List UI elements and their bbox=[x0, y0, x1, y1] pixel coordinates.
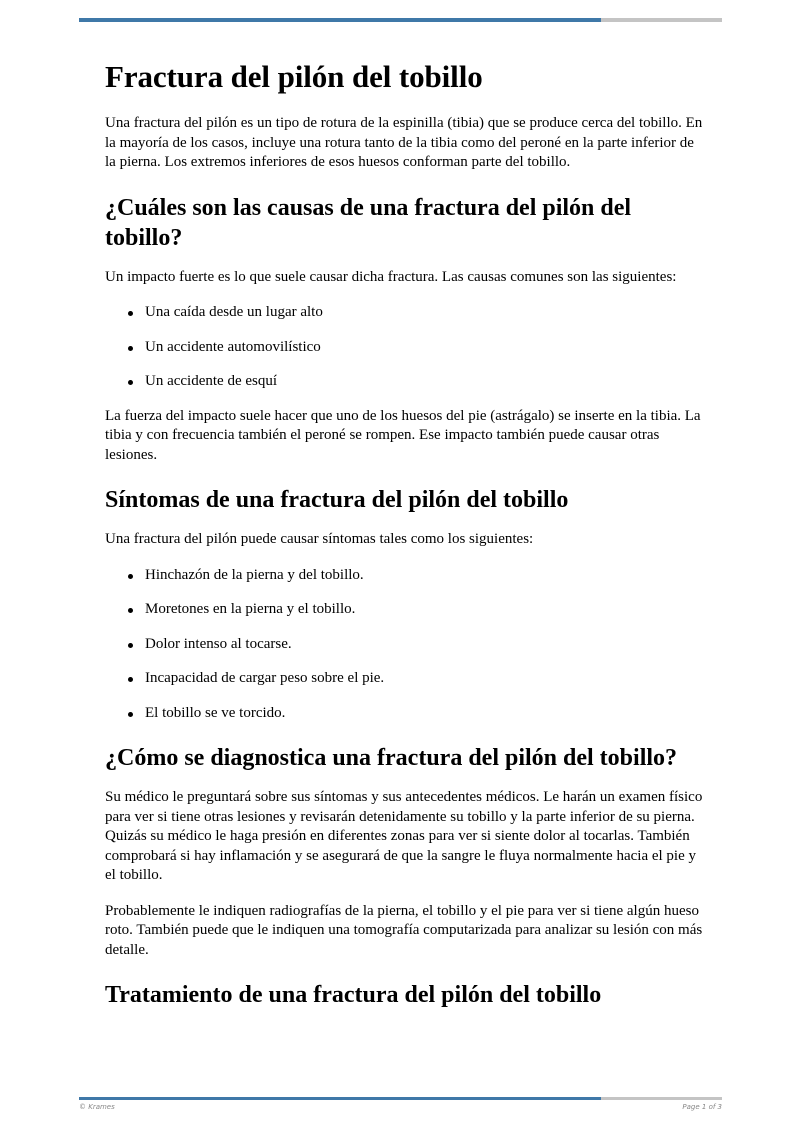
bullet-icon bbox=[128, 643, 133, 648]
symptoms-lead: Una fractura del pilón puede causar síntomas tales como los siguientes: bbox=[105, 531, 534, 547]
list-item: Dolor intenso al tocarse. bbox=[105, 635, 705, 655]
intro-paragraph: Una fractura del pilón es un tipo de rotura de la espinilla (tibia) que se produce cerca del tobillo. En la mayoría de los casos, incluye una rotura tanto de la tibia como del peroné en la parte inferior de la pierna. Los extremos inferiores de esos huesos conforman parte del tobillo. bbox=[105, 115, 703, 170]
footer-rule bbox=[79, 1097, 722, 1100]
list-item: Incapacidad de cargar peso sobre el pie. bbox=[105, 669, 705, 689]
causes-list bbox=[105, 303, 705, 392]
causes-heading: ¿Cuáles son las causas de una fractura del pilón del tobillo? bbox=[105, 194, 632, 251]
causes-after: La fuerza del impacto suele hacer que uno de los huesos del pie (astrágalo) se inserte en la tibia. La tibia y con frecuencia también el peroné se rompen. Ese impacto también puede causar otras lesiones. bbox=[105, 407, 701, 463]
footer-rule-track bbox=[601, 1097, 722, 1100]
treatment-heading: Tratamiento de una fractura del pilón del tobillo bbox=[105, 982, 602, 1008]
article bbox=[105, 58, 705, 1025]
bullet-icon bbox=[128, 311, 133, 316]
bullet-icon bbox=[128, 677, 133, 682]
causes-lead: Un impacto fuerte es lo que suele causar dicha fractura. Las causas comunes son las siguientes: bbox=[105, 268, 677, 285]
page-title: Fractura del pilón del tobillo bbox=[105, 59, 483, 94]
diagnosis-paragraph-1: Su médico le preguntará sobre sus síntomas y sus antecedentes médicos. Le harán un examen físico para ver si tiene otras lesiones y revisarán detenidamente su tobillo y la parte inferior de su pierna. Quizás su médico le haga presión en diferentes zonas para ver si siente dolor al tocarlas. También comprobará si hay inflamación y se asegurará de que la sangre le fluya normalmente hacia el pie y el tobillo. bbox=[105, 789, 703, 883]
footer-copyright: © Krames bbox=[79, 1103, 115, 1111]
bullet-icon bbox=[128, 712, 133, 717]
bullet-icon bbox=[128, 608, 133, 613]
diagnosis-paragraph-2: Probablemente le indiquen radiografías de la pierna, el tobillo y el pie para ver si tiene algún hueso roto. También puede que le indiquen una tomografía computarizada para analizar su lesión con más detalle. bbox=[105, 902, 703, 958]
header-rule bbox=[79, 18, 722, 22]
symptoms-heading: Síntomas de una fractura del pilón del tobillo bbox=[105, 487, 569, 513]
list-item: Un accidente automovilístico bbox=[105, 338, 705, 358]
bullet-icon bbox=[128, 574, 133, 579]
footer-page-number: Page 1 of 3 bbox=[682, 1103, 722, 1111]
bullet-icon bbox=[128, 346, 133, 351]
list-item: Hinchazón de la pierna y del tobillo. bbox=[105, 566, 705, 586]
diagnosis-heading: ¿Cómo se diagnostica una fractura del pilón del tobillo? bbox=[105, 745, 678, 771]
list-item: El tobillo se ve torcido. bbox=[105, 704, 705, 724]
symptoms-list bbox=[105, 566, 705, 724]
list-item: Moretones en la pierna y el tobillo. bbox=[105, 600, 705, 620]
list-item: Un accidente de esquí bbox=[105, 372, 705, 392]
list-item: Una caída desde un lugar alto bbox=[105, 303, 705, 323]
header-rule-accent bbox=[79, 18, 601, 22]
footer-rule-accent bbox=[79, 1097, 601, 1100]
bullet-icon bbox=[128, 380, 133, 385]
header-rule-track bbox=[601, 18, 722, 22]
